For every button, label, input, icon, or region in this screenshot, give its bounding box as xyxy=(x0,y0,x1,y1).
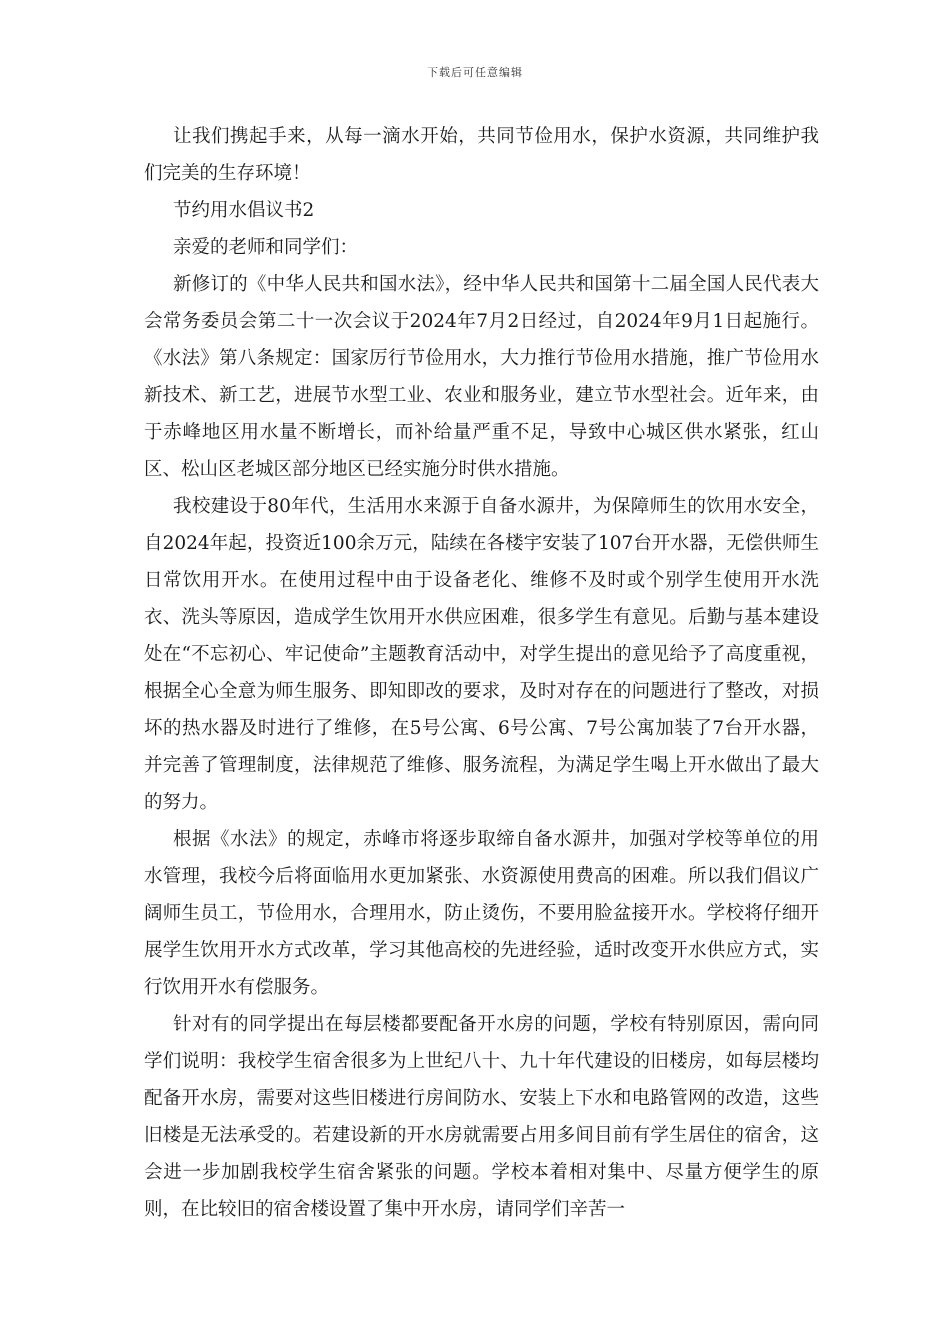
paragraph-initiative: 根据《水法》的规定，赤峰市将逐步取缔自备水源井，加强对学校等单位的用水管理，我校今后将面临用水更加紧张、水资源使用费高的困难。所以我们倡议广阔师生员工，节俭用水，合理用水，防止烫伤，不要用脸盆接开水。学校将仔细开展学生饮用开水方式改革，学习其他高校的先进经验，适时改变开水供应方式，实行饮用开水有偿服务。 xyxy=(144,829,819,998)
paragraph-school-history: 我校建设于80年代，生活用水来源于自备水源井，为保障师生的饮用水安全，自2024年起，投资近100余万元，陆续在各楼宇安装了107台开水器，无偿供师生日常饮用开水。在使用过程中由于设备老化、维修不及时或个别学生使用开水洗衣、洗头等原因，造成学生饮用开水供应困难，很多学生有意见。后勤与基本建设处在“不忘初心、牢记使命”主题教育活动中，对学生提出的意见给予了高度重视，根据全心全意为师生服务、即知即改的要求，及时对存在的问题进行了整改，对损坏的热水器及时进行了维修，在5号公寓、6号公寓、7号公寓加装了7台开水器，并完善了管理制度，法律规范了维修、服务流程，为满足学生喝上开水做出了最大的努力。 xyxy=(144,496,819,813)
salutation: 亲爱的老师和同学们： xyxy=(173,237,359,258)
document-body xyxy=(144,118,819,1228)
paragraph-water-law: 新修订的《中华人民共和国水法》，经中华人民共和国第十二届全国人民代表大会常务委员会第二十一次会议于2024年7月2日经过，自2024年9月1日起施行。《水法》第八条规定：国家厉行节俭用水，大力推行节俭用水措施，推广节俭用水新技术、新工艺，进展节水型工业、农业和服务业，建立节水型社会。近年来，由于赤峰地区用水量不断增长，而补给量严重不足，导致中心城区供水紧张，红山区、松山区老城区部分地区已经实施分时供水措施。 xyxy=(144,274,819,480)
paragraph-water-room-explanation: 针对有的同学提出在每层楼都要配备开水房的问题，学校有特别原因，需向同学们说明：我校学生宿舍很多为上世纪八十、九十年代建设的旧楼房，如每层楼均配备开水房，需要对这些旧楼进行房间防水、安装上下水和电路管网的改造，这些旧楼是无法承受的。若建设新的开水房就需要占用多间目前有学生居住的宿舍，这会进一步加剧我校学生宿舍紧张的问题。学校本着相对集中、尽量方便学生的原则，在比较旧的宿舍楼设置了集中开水房，请同学们辛苦一 xyxy=(144,1014,819,1220)
paragraph-closing-appeal: 让我们携起手来，从每一滴水开始，共同节俭用水，保护水资源，共同维护我们完美的生存环境！ xyxy=(144,126,819,184)
page-header: 下载后可任意编辑 xyxy=(427,66,523,79)
section-title: 节约用水倡议书2 xyxy=(173,200,315,221)
